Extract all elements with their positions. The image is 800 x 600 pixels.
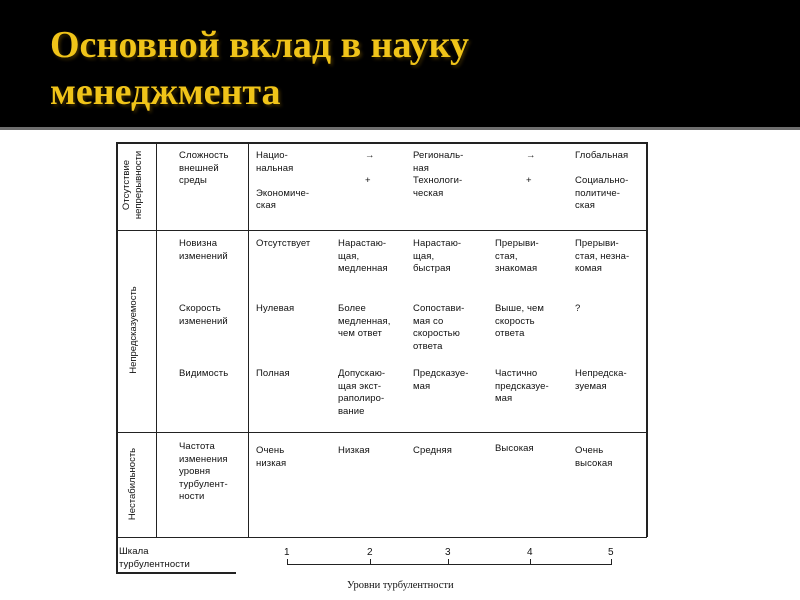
label-column-separator (248, 142, 249, 537)
speed-value-4: Выше, чем скорость ответа (495, 303, 545, 339)
frequency-value-4: Высокая (495, 443, 534, 454)
complexity-value-3: Региональ- ная Технологи- ческая (413, 150, 464, 199)
frequency-value-3: Средняя (413, 445, 452, 456)
group-label-instability: Нестабильность (127, 447, 138, 521)
title-bar (0, 0, 800, 127)
complexity-value-4: → + (526, 150, 536, 186)
row-separator-3 (116, 537, 647, 538)
scale-number-5: 5 (608, 547, 614, 558)
group-column-separator (156, 142, 157, 537)
scale-axis-line (287, 564, 612, 565)
scale-number-4: 4 (527, 547, 533, 558)
row-label-frequency: Частота изменения уровня турбулент- ности (179, 441, 228, 502)
table-border-left (116, 142, 118, 572)
novelty-value-5: Прерыви- стая, незна- комая (575, 238, 630, 274)
row-label-novelty: Новизна изменений (179, 238, 228, 262)
visibility-value-3: Предсказуе- мая (413, 368, 469, 392)
novelty-value-1: Отсутствует (256, 238, 311, 249)
scale-tick-3 (448, 559, 449, 565)
table-border-bottom (116, 572, 236, 574)
scale-label: Шкала турбулентности (119, 546, 190, 570)
novelty-value-2: Нарастаю- щая, медленная (338, 238, 388, 274)
row-separator-1 (116, 230, 647, 231)
speed-value-5: ? (575, 303, 581, 314)
row-separator-2 (116, 432, 647, 433)
visibility-value-5: Непредска- зуемая (575, 368, 627, 392)
row-label-complexity: Сложность внешней среды (179, 150, 229, 186)
novelty-value-4: Прерыви- стая, знакомая (495, 238, 539, 274)
scale-tick-4 (530, 559, 531, 565)
scale-tick-5 (611, 559, 612, 565)
scale-number-3: 3 (445, 547, 451, 558)
speed-value-3: Сопостави- мая со скоростью ответа (413, 303, 465, 352)
slide-title: Основной вклад в науку менеджмента (50, 24, 469, 113)
row-label-speed: Скорость изменений (179, 303, 228, 327)
frequency-value-2: Низкая (338, 445, 370, 456)
table-border-top (116, 142, 646, 144)
frequency-value-1: Очень низкая (256, 445, 287, 469)
complexity-value-5: Глобальная Социально- политиче- ская (575, 150, 629, 211)
visibility-value-1: Полная (256, 368, 290, 379)
speed-value-2: Более медленная, чем ответ (338, 303, 391, 339)
axis-label: Уровни турбулентности (347, 580, 454, 591)
speed-value-1: Нулевая (256, 303, 295, 314)
group-label-complexity: Отсутствие непрерывности (121, 150, 144, 220)
slide-content (0, 130, 800, 600)
group-label-unpredictability: Непредсказуемость (128, 286, 139, 374)
scale-tick-2 (370, 559, 371, 565)
row-label-visibility: Видимость (179, 368, 229, 379)
frequency-value-5: Очень высокая (575, 445, 613, 469)
visibility-value-2: Допускаю- щая экст- раполиро- вание (338, 368, 386, 417)
complexity-value-2: → + (365, 150, 375, 186)
scale-number-1: 1 (284, 547, 290, 558)
scale-number-2: 2 (367, 547, 373, 558)
visibility-value-4: Частично предсказуе- мая (495, 368, 549, 404)
turbulence-table-scan (116, 142, 651, 590)
scale-tick-1 (287, 559, 288, 565)
complexity-value-1: Нацио- нальная Экономиче- ская (256, 150, 310, 211)
novelty-value-3: Нарастаю- щая, быстрая (413, 238, 462, 274)
